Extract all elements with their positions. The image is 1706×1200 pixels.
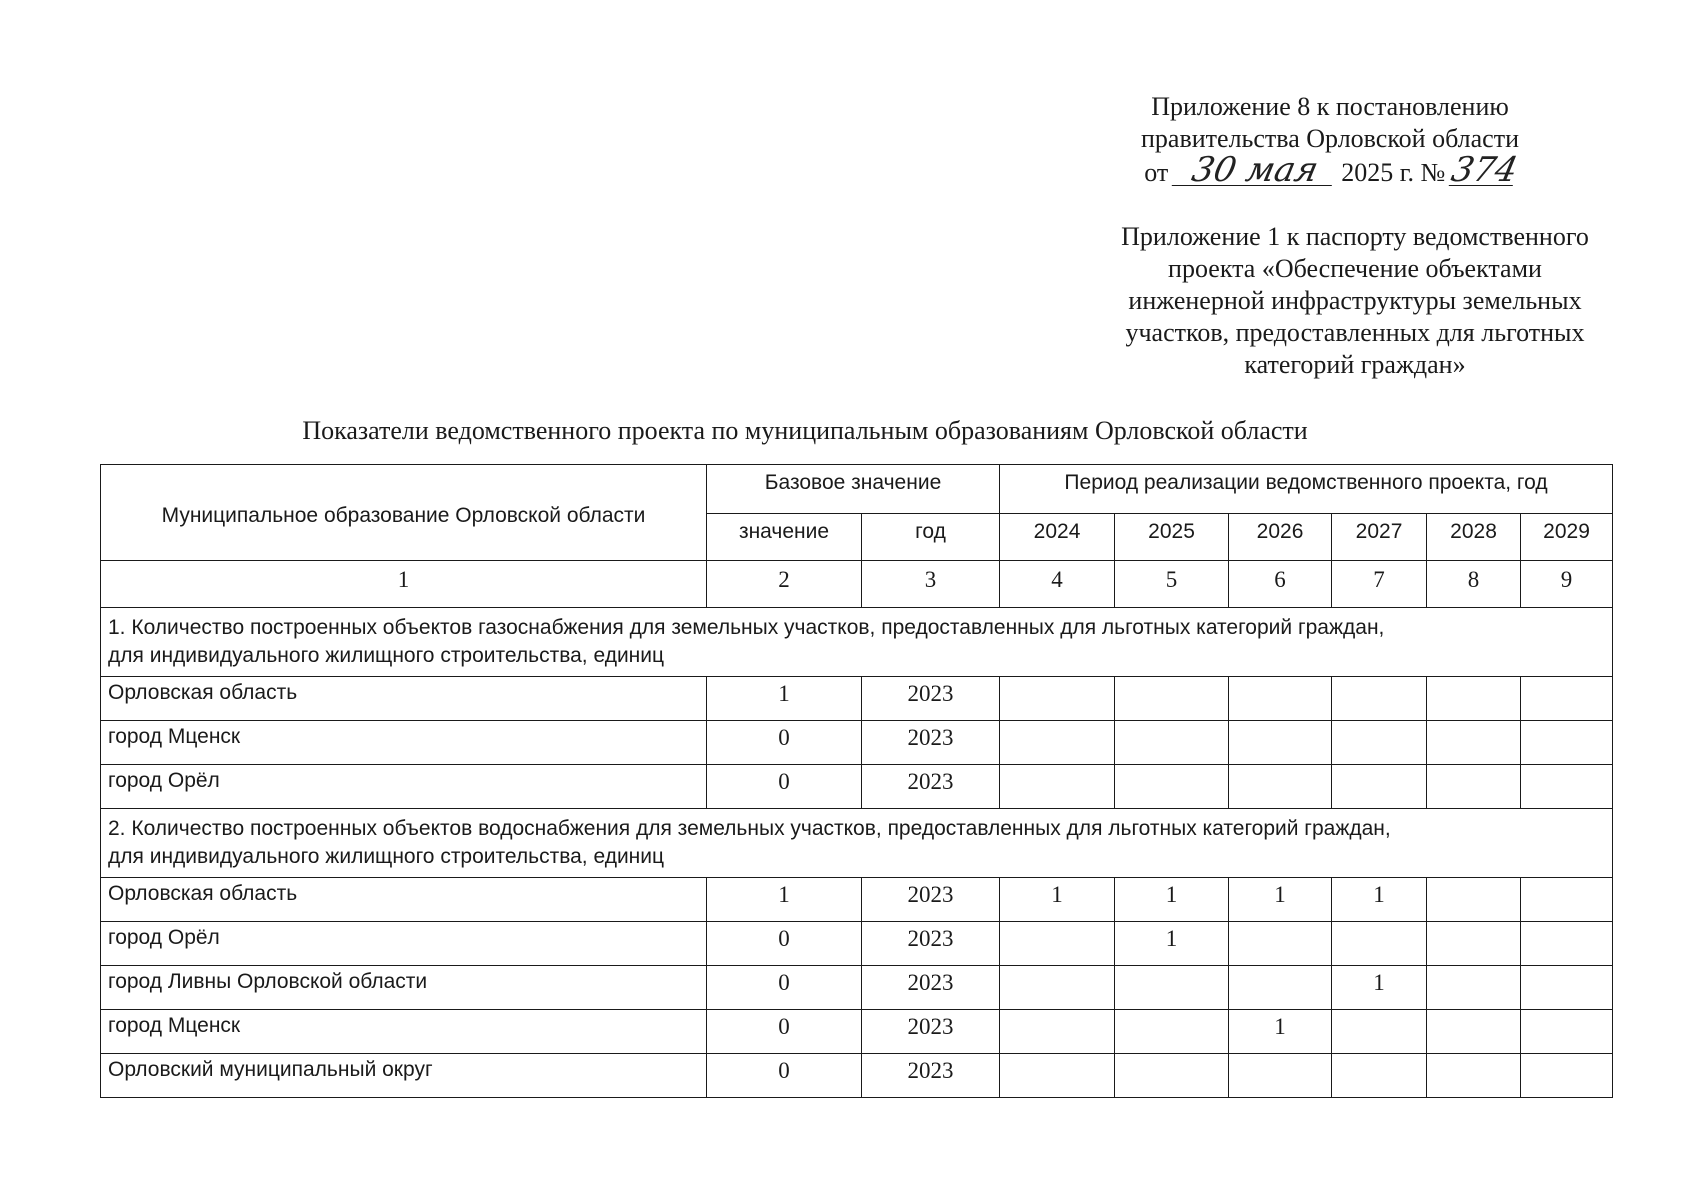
annex1-line: категорий граждан» — [1244, 350, 1466, 379]
table-row — [101, 1054, 1613, 1098]
year-value-cell — [1115, 966, 1229, 1010]
year-2028-header: 2028 — [1427, 514, 1521, 561]
year-value-cell — [1427, 1010, 1521, 1054]
annex1-line: участков, предоставленных для льготных — [1125, 318, 1585, 347]
base-value-header: Базовое значение — [707, 465, 1000, 514]
annex1-line: Приложение 1 к паспорту ведомственного — [1121, 222, 1589, 251]
section-title — [101, 809, 1613, 878]
base-value-cell: 0 — [707, 922, 862, 966]
indicators-table — [100, 464, 1613, 1098]
year-value-cell — [1332, 1054, 1427, 1098]
column-number-row — [101, 561, 1613, 608]
year-value-cell — [1229, 721, 1332, 765]
year-2025-header: 2025 — [1115, 514, 1229, 561]
year-value-cell — [1332, 1010, 1427, 1054]
base-value-cell: 0 — [707, 1010, 862, 1054]
year-2024-header: 2024 — [1000, 514, 1115, 561]
table-row — [101, 721, 1613, 765]
year-value-cell — [1521, 677, 1613, 721]
year-value-cell — [1521, 721, 1613, 765]
year-value-cell — [1521, 966, 1613, 1010]
year-value-cell — [1427, 677, 1521, 721]
year-value-cell — [1000, 1010, 1115, 1054]
column-number: 8 — [1427, 561, 1521, 608]
table-row — [101, 1010, 1613, 1054]
year-value-cell — [1427, 966, 1521, 1010]
year-value-cell — [1521, 878, 1613, 922]
annex1-line: инженерной инфраструктуры земельных — [1128, 286, 1582, 315]
year-value-cell — [1521, 922, 1613, 966]
base-year-cell: 2023 — [862, 966, 1000, 1010]
column-number: 3 — [862, 561, 1000, 608]
year-value-cell — [1000, 765, 1115, 809]
resolution-annex-header — [1120, 91, 1540, 189]
section-title-line: для индивидуального жилищного строительства, единиц — [108, 845, 665, 868]
section-title-row — [101, 809, 1613, 878]
section-title — [101, 608, 1613, 677]
year-value-cell — [1521, 1010, 1613, 1054]
passport-annex-header — [1075, 221, 1635, 381]
year-value-cell — [1521, 765, 1613, 809]
annex8-date-line — [1120, 150, 1540, 190]
value-header: значение — [707, 514, 862, 561]
municipality-cell: город Орёл — [101, 922, 707, 966]
column-number: 4 — [1000, 561, 1115, 608]
year-value-cell — [1427, 765, 1521, 809]
municipality-cell: город Мценск — [101, 1010, 707, 1054]
year-value-cell — [1115, 677, 1229, 721]
year-value-cell — [1229, 765, 1332, 809]
year-value-cell: 1 — [1332, 966, 1427, 1010]
year-value-cell — [1000, 1054, 1115, 1098]
base-value-cell: 1 — [707, 878, 862, 922]
base-year-cell: 2023 — [862, 721, 1000, 765]
year-value-cell: 1 — [1115, 878, 1229, 922]
annex8-line2: правительства Орловской области — [1141, 124, 1519, 153]
base-year-cell: 2023 — [862, 922, 1000, 966]
year-value-cell — [1115, 765, 1229, 809]
date-prefix: от — [1144, 158, 1169, 187]
year-value-cell — [1427, 1054, 1521, 1098]
column-number: 9 — [1521, 561, 1613, 608]
municipality-cell: город Мценск — [101, 721, 707, 765]
handwritten-number: 374 — [1447, 150, 1522, 190]
base-value-cell: 0 — [707, 721, 862, 765]
year-value-cell — [1229, 1054, 1332, 1098]
year-value-cell: 1 — [1229, 1010, 1332, 1054]
annex1-line: проекта «Обеспечение объектами — [1168, 254, 1542, 283]
table-row — [101, 966, 1613, 1010]
year-value-cell: 1 — [1229, 878, 1332, 922]
year-value-cell: 1 — [1332, 878, 1427, 922]
annex8-line1: Приложение 8 к постановлению — [1151, 92, 1509, 121]
year-value-cell: 1 — [1115, 922, 1229, 966]
table-row — [101, 677, 1613, 721]
year-value-cell — [1427, 721, 1521, 765]
municipality-header: Муниципальное образование Орловской области — [101, 465, 707, 561]
section-title-line: для индивидуального жилищного строительства, единиц — [108, 644, 665, 667]
year-2026-header: 2026 — [1229, 514, 1332, 561]
year-value-cell — [1115, 1010, 1229, 1054]
year-value-cell — [1115, 721, 1229, 765]
municipality-cell: город Ливны Орловской области — [101, 966, 707, 1010]
year-2027-header: 2027 — [1332, 514, 1427, 561]
year-value-cell — [1427, 922, 1521, 966]
column-number: 1 — [101, 561, 707, 608]
year-value-cell: 1 — [1000, 878, 1115, 922]
base-year-cell: 2023 — [862, 677, 1000, 721]
section-title-line: 1. Количество построенных объектов газоснабжения для земельных участков, предоставленных для льготных категорий граждан, — [108, 616, 1385, 639]
column-number: 2 — [707, 561, 862, 608]
year-value-cell — [1229, 922, 1332, 966]
base-year-cell: 2023 — [862, 1010, 1000, 1054]
municipality-cell: Орловская область — [101, 878, 707, 922]
year-value-cell — [1000, 677, 1115, 721]
base-value-cell: 1 — [707, 677, 862, 721]
table-row — [101, 878, 1613, 922]
municipality-cell: Орловская область — [101, 677, 707, 721]
table-title: Показатели ведомственного проекта по муниципальным образованиям Орловской области — [302, 416, 1308, 445]
year-value-cell — [1332, 922, 1427, 966]
base-year-cell: 2023 — [862, 765, 1000, 809]
section-title-row — [101, 608, 1613, 677]
year-value-cell — [1427, 878, 1521, 922]
year-value-cell — [1332, 721, 1427, 765]
base-value-cell: 0 — [707, 765, 862, 809]
base-year-cell: 2023 — [862, 878, 1000, 922]
header-row — [101, 465, 1613, 514]
year-value-cell — [1000, 922, 1115, 966]
year-value-cell — [1000, 721, 1115, 765]
column-number: 5 — [1115, 561, 1229, 608]
year-value-cell — [1115, 1054, 1229, 1098]
table-row — [101, 765, 1613, 809]
period-header: Период реализации ведомственного проекта, год — [1000, 465, 1613, 514]
year-value-cell — [1332, 677, 1427, 721]
year-header: год — [862, 514, 1000, 561]
column-number: 6 — [1229, 561, 1332, 608]
base-value-cell: 0 — [707, 1054, 862, 1098]
handwritten-date: 30 мая — [1171, 155, 1338, 186]
year-value-cell — [1521, 1054, 1613, 1098]
base-year-cell: 2023 — [862, 1054, 1000, 1098]
base-value-cell: 0 — [707, 966, 862, 1010]
year-value-cell — [1229, 966, 1332, 1010]
year-number-label: 2025 г. № — [1341, 158, 1446, 187]
table-row — [101, 922, 1613, 966]
year-2029-header: 2029 — [1521, 514, 1613, 561]
year-value-cell — [1332, 765, 1427, 809]
year-value-cell — [1000, 966, 1115, 1010]
municipality-cell: Орловский муниципальный округ — [101, 1054, 707, 1098]
section-title-line: 2. Количество построенных объектов водоснабжения для земельных участков, предоставленных для льготных категорий граждан, — [108, 817, 1391, 840]
municipality-cell: город Орёл — [101, 765, 707, 809]
column-number: 7 — [1332, 561, 1427, 608]
year-value-cell — [1229, 677, 1332, 721]
